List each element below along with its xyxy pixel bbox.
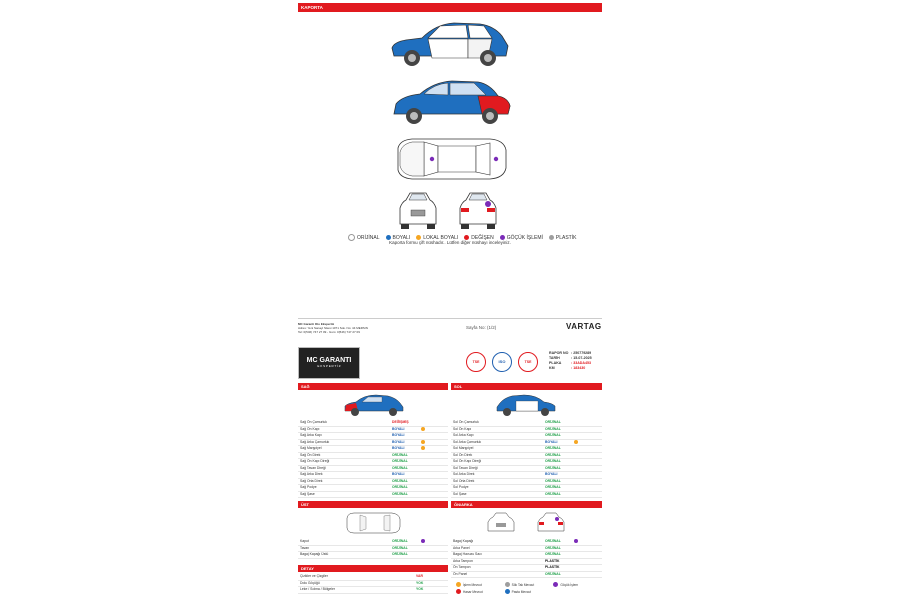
row-label: Çizikler ve Çizgiler	[300, 574, 328, 578]
row-label: Sol Ön Direk	[453, 452, 473, 457]
sol-table	[451, 419, 602, 499]
row-label: Sağ Ön Direk	[300, 452, 321, 457]
company-address: Adres: Yeni Sanayi Sitesi 1071 Sok. No: 44 MERSIN	[298, 326, 368, 330]
sol-header-bar	[451, 383, 602, 390]
row-label: Sol Arka Kapı	[453, 433, 474, 437]
onarka-title: ÖN/ARKA	[454, 502, 473, 507]
key-label: Sök Tak Mevcut	[511, 582, 535, 587]
row-label: Sağ Podye	[300, 485, 317, 489]
report-key: TARİH	[549, 356, 560, 360]
key-item	[505, 589, 554, 594]
row-value: ORİJİNAL	[545, 426, 561, 431]
row-label: Sol Arka Direk	[453, 472, 475, 476]
row-value: ORİJİNAL	[392, 478, 408, 483]
row-value: ORİJİNAL	[545, 571, 561, 576]
row-value: ORİJİNAL	[545, 545, 561, 550]
report-plate: : 33ADA453	[571, 361, 591, 365]
row-value: ORİJİNAL	[545, 433, 561, 437]
company-info	[298, 322, 418, 334]
ust-table	[298, 538, 448, 558]
certification-badges	[466, 352, 538, 372]
company-logo	[298, 347, 360, 379]
key-item	[553, 582, 602, 587]
legend-label: ORİJİNAL	[357, 234, 380, 241]
row-label: Sağ Ön Kapı	[300, 426, 320, 431]
row-value: YOK	[416, 580, 424, 585]
row-value: BOYALI	[545, 439, 558, 444]
status-mark-icon	[421, 427, 425, 431]
logo-sub-text: E K S P E R T İ Z	[317, 364, 341, 368]
row-value: BOYALI	[392, 439, 405, 444]
row-value: PLASTİK	[545, 558, 560, 563]
report-km: : 183430	[571, 366, 586, 370]
company-name: MC Garanti Oto Ekspertiz	[298, 322, 335, 326]
row-label: Sol Ön Kapı	[453, 426, 472, 431]
report-info	[549, 351, 592, 371]
legend-label: LOKAL BOYALI	[423, 234, 459, 241]
status-mark-icon	[574, 539, 578, 543]
row-label: Sol Arka Çamurluk	[453, 439, 482, 444]
key-swatch	[456, 582, 461, 587]
kaporta-title: KAPORTA	[301, 5, 323, 10]
row-value: BOYALI	[392, 446, 405, 450]
car-top-diagram	[392, 136, 510, 182]
key-swatch	[456, 589, 461, 594]
row-label: Sağ Marşpiyel	[300, 446, 322, 450]
row-value: ORİJİNAL	[545, 539, 561, 543]
row-value: ORİJİNAL	[392, 491, 408, 496]
detay-table	[298, 573, 448, 593]
sag-car-icon	[342, 393, 406, 417]
row-label: Sağ Arka Kapı	[300, 433, 322, 437]
status-mark-icon	[421, 539, 425, 543]
key-label: Hasar Mevcut	[463, 589, 483, 594]
row-value: PLASTİK	[545, 565, 560, 569]
key-label: Göçük İşlem	[560, 582, 579, 587]
status-mark-icon	[421, 440, 425, 444]
row-label: Arka Panel	[453, 545, 470, 550]
row-value: BOYALI	[392, 472, 405, 476]
brand-logo: VARTAG	[566, 322, 602, 331]
page-divider	[298, 318, 602, 319]
row-label: Ön Panel	[453, 571, 468, 576]
row-value: ORİJİNAL	[392, 459, 408, 463]
car-right-side-diagram	[388, 18, 512, 70]
table-row	[451, 571, 602, 579]
row-label: Tavan	[300, 545, 310, 550]
row-value: ORİJİNAL	[545, 465, 561, 470]
row-value: ORİJİNAL	[392, 545, 408, 550]
kaporta-header-bar	[298, 3, 602, 12]
row-label: Sağ Ön Çamurluk	[300, 420, 327, 424]
table-row	[298, 586, 448, 594]
kaporta-note: Kaporta formu çift nüshadır.. Lütfen diğer nüshayı inceleyiniz.	[389, 240, 511, 245]
row-label: Bagaj Kapağı Üstü	[300, 552, 329, 556]
report-date: : 15-07-2025	[571, 356, 592, 360]
key-item	[456, 582, 505, 587]
cert-badge-tse-2: TSE	[518, 352, 538, 372]
row-label: Sağ Şase	[300, 491, 315, 496]
report-key: RAPOR NO	[549, 351, 569, 355]
car-rear-diagram	[456, 190, 500, 230]
key-label: Pasta Mevcut	[511, 589, 531, 594]
row-label: Bagaj Kapağı	[453, 539, 474, 543]
legend-label: BOYALI	[392, 234, 411, 241]
ust-car-icon	[344, 511, 402, 535]
legend-item-plastic	[549, 235, 577, 241]
row-value: ORİJİNAL	[392, 552, 408, 556]
status-mark-icon	[574, 440, 578, 444]
legend-label: GÖÇÜK İŞLEMİ	[506, 234, 543, 241]
page-number: Sayfa No: (1/2)	[466, 325, 497, 330]
detay-title: DETAY	[301, 566, 314, 571]
key-label: İşlem Mevcut	[463, 582, 482, 587]
table-row	[298, 491, 448, 499]
row-value: ORİJİNAL	[545, 446, 561, 450]
row-value: ORİJİNAL	[545, 552, 561, 556]
row-label: Kaput	[300, 539, 309, 543]
row-value: BOYALI	[392, 426, 405, 431]
sag-header-bar	[298, 383, 448, 390]
row-value: VAR	[416, 574, 423, 578]
row-label: Sağ Orta Direk	[300, 478, 323, 483]
row-label: Sol Ön Kapı Direği	[453, 459, 482, 463]
row-value: ORİJİNAL	[545, 420, 561, 424]
row-value: ORİJİNAL	[545, 452, 561, 457]
status-key-legend	[456, 582, 602, 594]
row-value: ORİJİNAL	[545, 491, 561, 496]
legend-label: DEĞİŞEN	[471, 234, 494, 241]
sag-table	[298, 419, 448, 499]
row-label: Dolu Göçüğü	[300, 580, 320, 585]
row-label: Arka Tampon	[453, 558, 473, 563]
row-label: Sol Şase	[453, 491, 467, 496]
row-label: Sağ Arka Direk	[300, 472, 323, 476]
row-label: Bagaj Havuzu Sacı	[453, 552, 482, 556]
row-label: Sol Podye	[453, 485, 469, 489]
sag-title: SAĞ	[301, 384, 310, 389]
logo-main-text: MC GARANTI	[306, 357, 352, 364]
row-label: Ön Tampon	[453, 565, 471, 569]
row-value: ORİJİNAL	[545, 459, 561, 463]
sol-car-icon	[494, 393, 558, 417]
key-item	[505, 582, 554, 587]
row-value: BOYALI	[392, 433, 405, 437]
row-value: YOK	[416, 587, 424, 591]
row-label: Sağ Ön Kapı Direği	[300, 459, 330, 463]
key-item	[456, 589, 505, 594]
legend-label: PLASTİK	[555, 234, 577, 241]
row-label: Sol Orta Direk	[453, 478, 475, 483]
onarka-table	[451, 538, 602, 578]
cert-badge-iso: ISO	[492, 352, 512, 372]
row-label: Sağ Tavan Direği	[300, 465, 326, 470]
onarka-rear-icon	[536, 511, 566, 535]
car-front-diagram	[396, 190, 440, 230]
row-value: BOYALI	[545, 472, 558, 476]
cert-badge-tse-1: TSE	[466, 352, 486, 372]
report-number: : 250779289	[571, 351, 592, 355]
row-value: DEĞİŞMİŞ	[392, 420, 409, 424]
report-key: KM	[549, 366, 555, 370]
key-swatch	[505, 589, 510, 594]
report-key: PLAKA	[549, 361, 562, 365]
detay-header-bar	[298, 565, 448, 572]
key-swatch	[505, 582, 510, 587]
key-swatch	[553, 582, 558, 587]
report-row	[549, 366, 592, 371]
row-value: ORİJİNAL	[392, 452, 408, 457]
row-value: ORİJİNAL	[392, 539, 408, 543]
table-row	[451, 491, 602, 499]
status-mark-icon	[421, 446, 425, 450]
row-label: Sol Marşpiyel	[453, 446, 474, 450]
row-value: ORİJİNAL	[392, 485, 408, 489]
row-value: ORİJİNAL	[545, 478, 561, 483]
ust-title: ÜST	[301, 502, 309, 507]
row-label: Leke / Solma / Bölgeler	[300, 587, 336, 591]
sol-title: SOL	[454, 384, 463, 389]
onarka-header-bar	[451, 501, 602, 508]
row-label: Sol Tavan Direği	[453, 465, 478, 470]
row-label: Sol Ön Çamurluk	[453, 420, 479, 424]
onarka-front-icon	[486, 511, 516, 535]
car-left-side-diagram	[390, 76, 514, 128]
table-row	[298, 551, 448, 559]
row-value: ORİJİNAL	[392, 465, 408, 470]
row-value: ORİJİNAL	[545, 485, 561, 489]
row-label: Sağ Arka Çamurluk	[300, 439, 330, 444]
ust-header-bar	[298, 501, 448, 508]
company-phone: Tel: 0(546) 747 27 09 - Gsm: 0(546) 747 27 09	[298, 330, 360, 334]
